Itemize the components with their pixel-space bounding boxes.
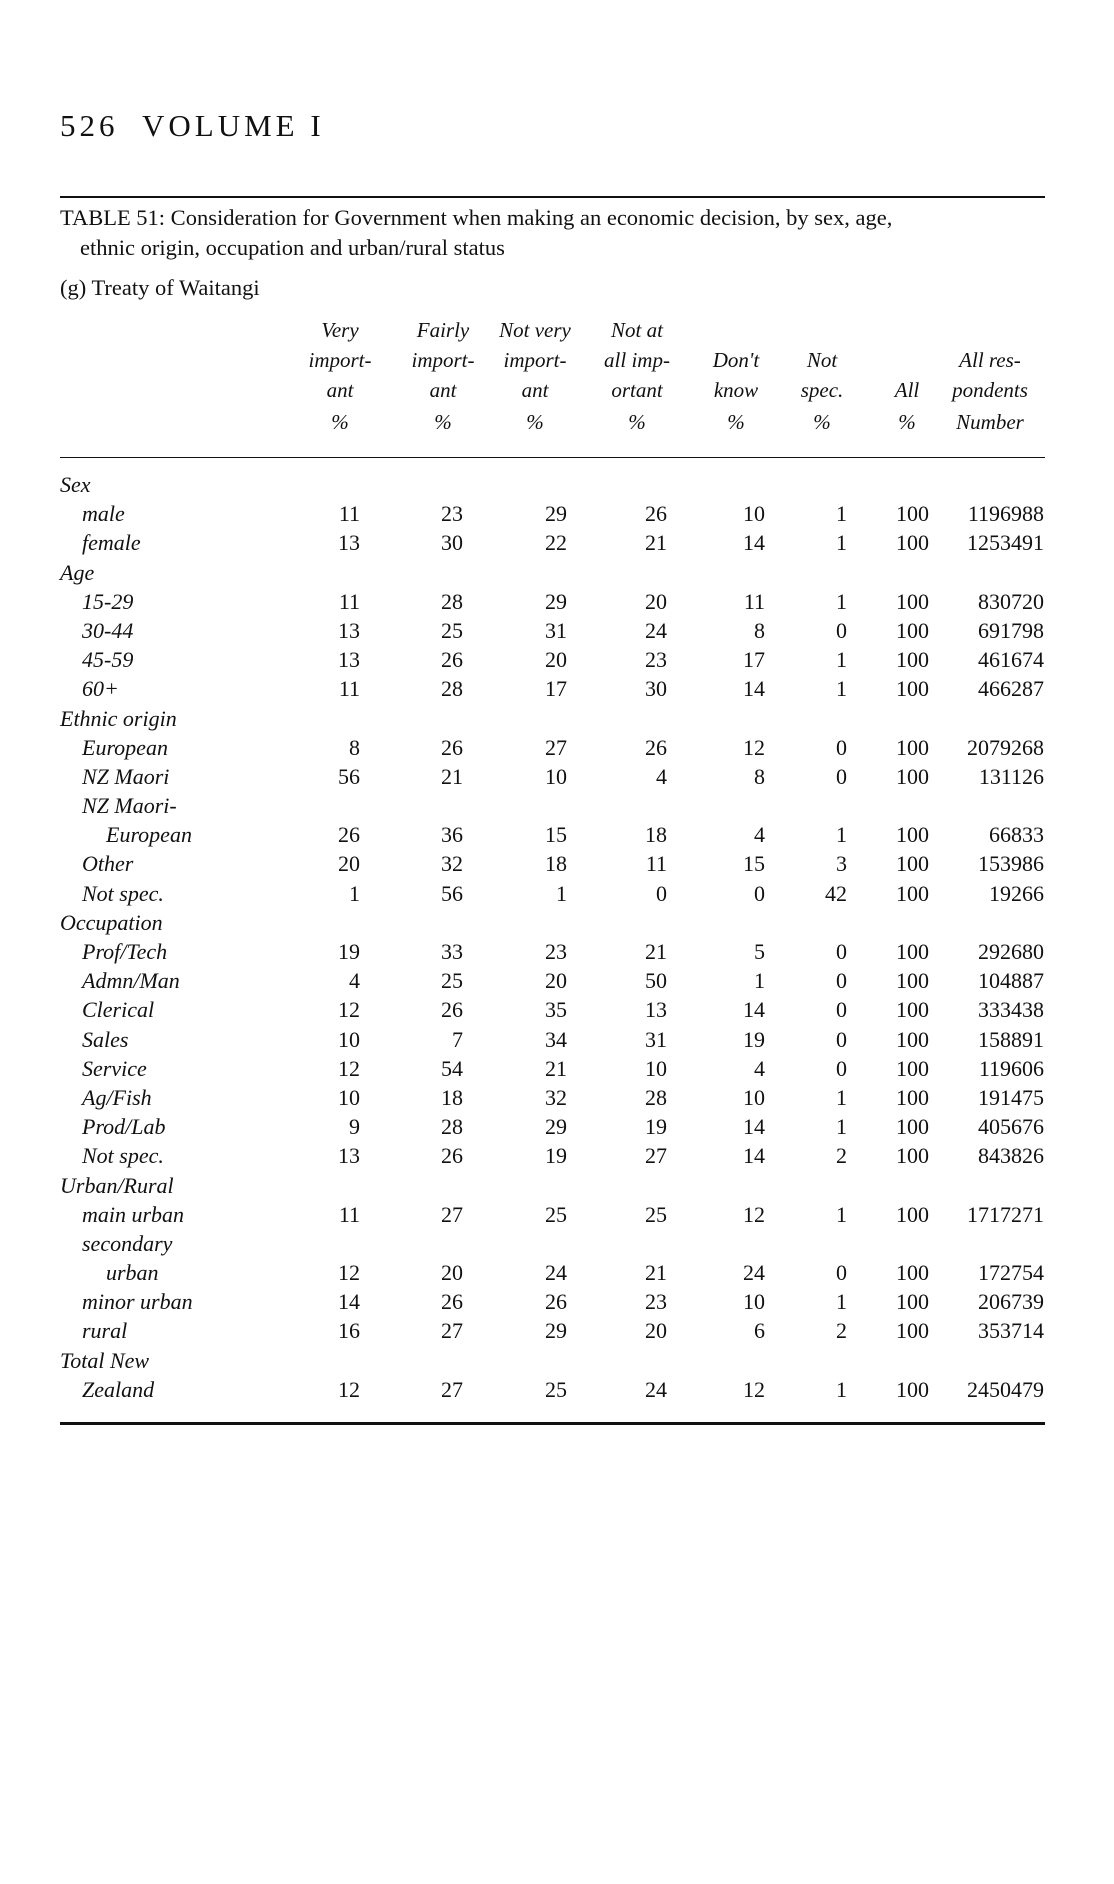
cell-col-7: 100 [896,851,929,877]
cell-col-6: 1 [836,1289,847,1315]
cell-col-1: 8 [349,734,360,760]
cell-col-7: 100 [896,1318,929,1344]
cell-col-1: 10 [338,1026,360,1052]
cell-col-8: 104887 [978,968,1044,994]
cell-col-2: 25 [441,617,463,643]
cell-col-1: 13 [338,617,360,643]
cell-col-4: 20 [645,588,667,614]
table-top-rule [60,196,1045,198]
column-header-3-line-3: ant [521,378,549,402]
column-unit-6: % [813,410,831,434]
row-label: Sales [82,1026,129,1052]
cell-col-5: 11 [743,588,765,614]
column-header-3-line-1: Not very [499,318,571,342]
cell-col-1: 16 [338,1318,360,1344]
cell-col-3: 29 [545,1318,567,1344]
table-row [0,1229,1114,1287]
cell-col-1: 12 [338,1376,360,1402]
cell-col-3: 34 [545,1026,567,1052]
cell-col-3: 19 [545,1143,567,1169]
cell-col-8: 1717271 [967,1201,1044,1227]
cell-col-3: 25 [545,1201,567,1227]
cell-col-6: 1 [836,501,847,527]
cell-col-3: 27 [545,734,567,760]
cell-col-4: 27 [645,1143,667,1169]
cell-col-7: 100 [896,1260,929,1286]
cell-col-5: 10 [743,1289,765,1315]
table-row [0,1200,1114,1229]
column-header-2-line-1: Fairly [416,318,470,342]
cell-col-2: 26 [441,1289,463,1315]
cell-col-2: 23 [441,501,463,527]
cell-col-3: 32 [545,1084,567,1110]
cell-col-3: 35 [545,997,567,1023]
group-header-row [0,908,1114,937]
row-label: NZ Maori- [82,793,177,819]
cell-col-8: 131126 [978,763,1044,789]
column-header-6-line-3: spec. [800,378,844,402]
column-unit-5: % [727,410,745,434]
cell-col-3: 29 [545,501,567,527]
column-header-3-line-2: import- [503,348,567,372]
cell-col-5: 17 [743,647,765,673]
cell-col-7: 100 [896,880,929,906]
cell-col-2: 26 [441,647,463,673]
cell-col-3: 29 [545,588,567,614]
cell-col-3: 10 [545,763,567,789]
cell-col-1: 26 [338,822,360,848]
cell-col-6: 0 [836,763,847,789]
cell-col-5: 4 [754,822,765,848]
cell-col-6: 1 [836,676,847,702]
cell-col-4: 26 [645,501,667,527]
cell-col-3: 31 [545,617,567,643]
cell-col-5: 10 [743,501,765,527]
header-rule [60,457,1045,458]
cell-col-6: 0 [836,1055,847,1081]
column-header-1-line-3: ant [326,378,354,402]
cell-col-8: 830720 [978,588,1044,614]
cell-col-3: 15 [545,822,567,848]
cell-col-2: 26 [441,997,463,1023]
row-label: male [82,501,125,527]
cell-col-2: 20 [441,1260,463,1286]
table-row [0,674,1114,703]
cell-col-4: 26 [645,734,667,760]
cell-col-7: 100 [896,1201,929,1227]
column-header-5-line-2: Don't [712,348,760,372]
table-row [0,791,1114,849]
group-header-row [0,1171,1114,1200]
cell-col-6: 0 [836,997,847,1023]
cell-col-1: 11 [338,1201,360,1227]
table-subcaption: (g) Treaty of Waitangi [60,275,260,300]
row-label: Other [82,851,134,877]
table-row [0,587,1114,616]
row-label: main urban [82,1201,185,1227]
row-label: 30-44 [82,617,134,643]
row-label: female [82,530,141,556]
cell-col-7: 100 [896,1289,929,1315]
column-header-6-line-2: Not [806,348,838,372]
cell-col-2: 54 [441,1055,463,1081]
cell-col-7: 100 [896,501,929,527]
cell-col-8: 153986 [978,851,1044,877]
group-header-row [0,470,1114,499]
table-row [0,966,1114,995]
cell-col-5: 14 [743,997,765,1023]
column-unit-7: % [898,410,916,434]
cell-col-5: 12 [743,1201,765,1227]
cell-col-5: 14 [743,530,765,556]
row-label: rural [82,1318,128,1344]
cell-col-5: 6 [754,1318,765,1344]
cell-col-1: 11 [338,501,360,527]
cell-col-4: 21 [645,1260,667,1286]
cell-col-8: 158891 [978,1026,1044,1052]
row-label: Ag/Fish [82,1084,152,1110]
cell-col-4: 30 [645,676,667,702]
row-label: 15-29 [82,588,134,614]
cell-col-7: 100 [896,1143,929,1169]
cell-col-7: 100 [896,676,929,702]
cell-col-4: 31 [645,1026,667,1052]
cell-col-8: 843826 [978,1143,1044,1169]
cell-col-3: 22 [545,530,567,556]
cell-col-5: 14 [743,676,765,702]
row-label: 45-59 [82,647,134,673]
cell-col-8: 691798 [978,617,1044,643]
row-label: Admn/Man [82,968,180,994]
cell-col-6: 2 [836,1318,847,1344]
group-label: Urban/Rural [60,1172,174,1198]
cell-col-7: 100 [896,939,929,965]
cell-col-4: 0 [656,880,667,906]
cell-col-5: 12 [743,734,765,760]
cell-col-7: 100 [896,1114,929,1140]
cell-col-4: 21 [645,530,667,556]
cell-col-8: 292680 [978,939,1044,965]
column-unit-3: % [526,410,544,434]
cell-col-3: 17 [545,676,567,702]
table-row [0,1054,1114,1083]
column-header-7-line-3: All [894,378,920,402]
table-row [0,937,1114,966]
cell-col-4: 23 [645,647,667,673]
column-header-4-line-3: ortant [611,378,663,402]
cell-col-7: 100 [896,822,929,848]
cell-col-5: 24 [743,1260,765,1286]
cell-col-6: 1 [836,530,847,556]
row-label: Prod/Lab [82,1114,166,1140]
cell-col-7: 100 [896,968,929,994]
cell-col-2: 36 [441,822,463,848]
cell-col-6: 1 [836,822,847,848]
cell-col-8: 66833 [989,822,1044,848]
cell-col-3: 25 [545,1376,567,1402]
cell-col-4: 11 [645,851,667,877]
cell-col-7: 100 [896,588,929,614]
cell-col-6: 1 [836,1084,847,1110]
table-row [0,1346,1114,1404]
cell-col-3: 23 [545,939,567,965]
group-header-row [0,704,1114,733]
cell-col-1: 14 [338,1289,360,1315]
table-body [0,470,1114,1404]
caption-line-1: TABLE 51: Consideration for Government when making an economic decision, by sex, age, [60,205,893,230]
cell-col-6: 0 [836,617,847,643]
cell-col-8: 119606 [978,1055,1044,1081]
cell-col-6: 0 [836,939,847,965]
column-unit-1: % [331,410,349,434]
cell-col-1: 12 [338,1260,360,1286]
cell-col-7: 100 [896,1026,929,1052]
table-row [0,1287,1114,1316]
cell-col-2: 30 [441,530,463,556]
cell-col-2: 26 [441,734,463,760]
page-number: 526 [60,108,119,143]
row-label: NZ Maori [82,763,170,789]
row-label-continued: urban [106,1260,159,1286]
row-label: Not spec. [82,1143,164,1169]
cell-col-4: 18 [645,822,667,848]
column-header-2-line-3: ant [429,378,457,402]
cell-col-2: 27 [441,1201,463,1227]
table-row [0,733,1114,762]
cell-col-8: 353714 [978,1318,1044,1344]
cell-col-4: 23 [645,1289,667,1315]
cell-col-8: 1196988 [967,501,1044,527]
cell-col-1: 20 [338,851,360,877]
cell-col-1: 13 [338,530,360,556]
table-row [0,1112,1114,1141]
cell-col-3: 18 [545,851,567,877]
cell-col-4: 24 [645,617,667,643]
row-label: Not spec. [82,880,164,906]
cell-col-3: 20 [545,968,567,994]
cell-col-8: 2079268 [967,734,1044,760]
cell-col-2: 56 [441,880,463,906]
row-label: secondary [82,1230,173,1256]
row-label: 60+ [82,676,119,702]
cell-col-4: 4 [656,763,667,789]
table-row [0,995,1114,1024]
caption-line-2: ethnic origin, occupation and urban/rural status [80,235,505,260]
table-row [0,849,1114,878]
cell-col-1: 4 [349,968,360,994]
cell-col-3: 26 [545,1289,567,1315]
table-row [0,1025,1114,1054]
cell-col-6: 0 [836,1260,847,1286]
cell-col-8: 405676 [978,1114,1044,1140]
column-unit-4: % [628,410,646,434]
cell-col-8: 466287 [978,676,1044,702]
cell-col-1: 56 [338,763,360,789]
cell-col-7: 100 [896,763,929,789]
cell-col-1: 12 [338,997,360,1023]
cell-col-2: 27 [441,1318,463,1344]
cell-col-6: 1 [836,1114,847,1140]
cell-col-1: 19 [338,939,360,965]
running-head [60,108,325,144]
cell-col-2: 28 [441,588,463,614]
cell-col-7: 100 [896,997,929,1023]
cell-col-5: 10 [743,1084,765,1110]
cell-col-5: 14 [743,1143,765,1169]
cell-col-5: 0 [754,880,765,906]
cell-col-7: 100 [896,734,929,760]
row-label: Clerical [82,997,155,1023]
cell-col-3: 20 [545,647,567,673]
cell-col-7: 100 [896,617,929,643]
cell-col-7: 100 [896,1055,929,1081]
row-label: Total New [60,1347,150,1373]
table-row [0,528,1114,557]
group-header-row [0,558,1114,587]
table-row [0,645,1114,674]
cell-col-1: 11 [338,676,360,702]
cell-col-4: 28 [645,1084,667,1110]
cell-col-7: 100 [896,1376,929,1402]
cell-col-1: 11 [338,588,360,614]
cell-col-8: 1253491 [967,530,1044,556]
cell-col-4: 20 [645,1318,667,1344]
cell-col-8: 191475 [978,1084,1044,1110]
cell-col-8: 2450479 [967,1376,1044,1402]
column-unit-8: Number [956,410,1024,434]
row-label: Service [82,1055,147,1081]
cell-col-5: 4 [754,1055,765,1081]
group-label: Sex [60,472,91,497]
group-label: Ethnic origin [60,705,177,731]
cell-col-7: 100 [896,530,929,556]
row-label: minor urban [82,1289,193,1315]
cell-col-6: 2 [836,1143,847,1169]
row-label: Prof/Tech [82,939,168,965]
column-header-8-line-2: All res- [959,348,1021,372]
cell-col-8: 333438 [978,997,1044,1023]
cell-col-1: 1 [349,880,360,906]
cell-col-5: 15 [743,851,765,877]
cell-col-6: 1 [836,647,847,673]
cell-col-1: 13 [338,647,360,673]
cell-col-5: 19 [743,1026,765,1052]
table-row [0,1141,1114,1170]
row-label-continued: Zealand [82,1376,155,1402]
column-header-4-line-2: all imp- [604,348,670,372]
cell-col-8: 461674 [978,647,1044,673]
cell-col-6: 1 [836,588,847,614]
cell-col-3: 21 [545,1055,567,1081]
cell-col-4: 24 [645,1376,667,1402]
table-row [0,1316,1114,1345]
table-row [0,879,1114,908]
cell-col-1: 12 [338,1055,360,1081]
table-caption [60,203,1045,263]
cell-col-2: 28 [441,676,463,702]
cell-col-8: 19266 [989,880,1044,906]
cell-col-3: 29 [545,1114,567,1140]
cell-col-2: 25 [441,968,463,994]
cell-col-5: 8 [754,617,765,643]
row-label: European [82,734,168,760]
cell-col-4: 19 [645,1114,667,1140]
cell-col-8: 172754 [978,1260,1044,1286]
cell-col-2: 27 [441,1376,463,1402]
cell-col-4: 21 [645,939,667,965]
cell-col-5: 1 [754,968,765,994]
cell-col-5: 8 [754,763,765,789]
cell-col-2: 32 [441,851,463,877]
cell-col-6: 0 [836,1026,847,1052]
cell-col-4: 10 [645,1055,667,1081]
cell-col-1: 10 [338,1084,360,1110]
cell-col-5: 5 [754,939,765,965]
cell-col-4: 13 [645,997,667,1023]
cell-col-7: 100 [896,647,929,673]
row-label-continued: European [106,822,192,848]
group-label: Occupation [60,909,163,935]
cell-col-5: 12 [743,1376,765,1402]
table-row [0,762,1114,791]
column-header-4-line-1: Not at [611,318,663,342]
column-header-1-line-2: import- [308,348,372,372]
cell-col-2: 21 [441,763,463,789]
cell-col-6: 42 [825,880,847,906]
table-row [0,499,1114,528]
cell-col-1: 13 [338,1143,360,1169]
cell-col-2: 33 [441,939,463,965]
column-unit-2: % [434,410,452,434]
cell-col-6: 3 [836,851,847,877]
cell-col-2: 7 [452,1026,463,1052]
cell-col-6: 1 [836,1201,847,1227]
cell-col-2: 28 [441,1114,463,1140]
cell-col-3: 1 [556,880,567,906]
column-header-8-line-3: pondents [952,378,1028,402]
cell-col-4: 25 [645,1201,667,1227]
cell-col-2: 18 [441,1084,463,1110]
column-header-2-line-2: import- [411,348,475,372]
cell-col-1: 9 [349,1114,360,1140]
table-row [0,616,1114,645]
table-row [0,1083,1114,1112]
cell-col-2: 26 [441,1143,463,1169]
cell-col-6: 0 [836,968,847,994]
column-header-5-line-3: know [713,378,759,402]
cell-col-6: 0 [836,734,847,760]
column-header-1-line-1: Very [321,318,359,342]
cell-col-3: 24 [545,1260,567,1286]
cell-col-6: 1 [836,1376,847,1402]
group-label: Age [60,559,95,585]
cell-col-5: 14 [743,1114,765,1140]
cell-col-4: 50 [645,968,667,994]
volume-title: VOLUME I [142,108,325,143]
table-bottom-rule [60,1422,1045,1425]
cell-col-7: 100 [896,1084,929,1110]
cell-col-8: 206739 [978,1289,1044,1315]
